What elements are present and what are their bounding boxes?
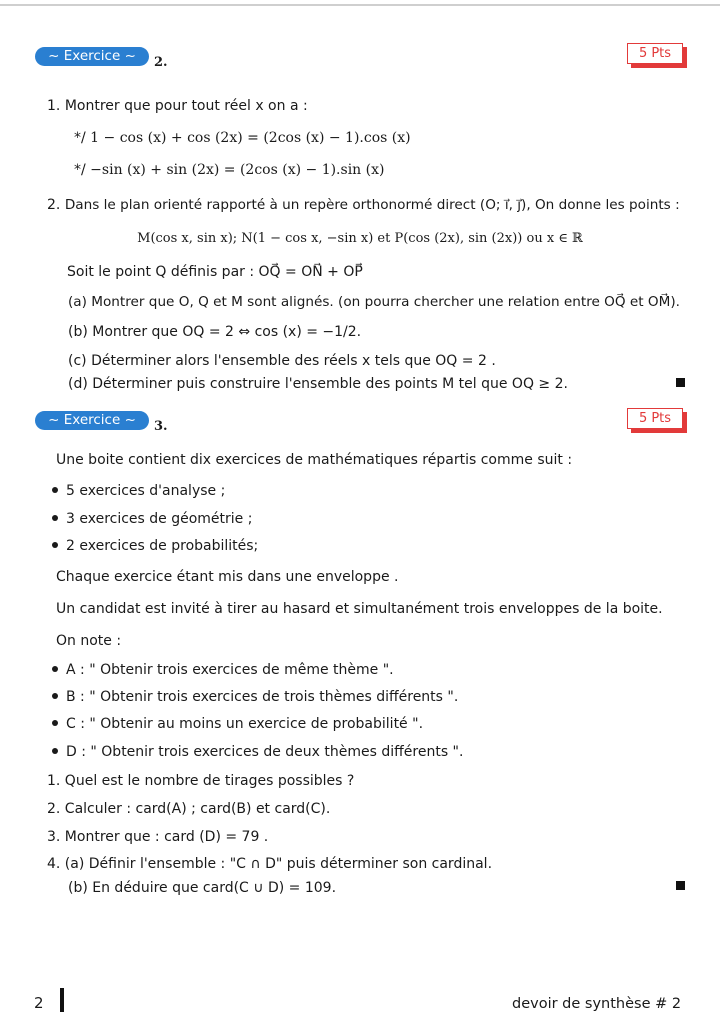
ex2-q1-eq1 xyxy=(74,128,411,148)
ex2-q2-d: (d) Déterminer puis construire l'ensemble des points M tel que OQ ≥ 2. xyxy=(68,376,568,392)
page-number: 2 xyxy=(34,994,44,1012)
ex3-event-text: A : " Obtenir trois exercices de même thème ". xyxy=(66,662,394,678)
footer-title: devoir de synthèse # 2 xyxy=(512,996,682,1012)
ex2-q2-c: (c) Déterminer alors l'ensemble des réels x tels que OQ = 2 . xyxy=(68,353,496,369)
ex2-q2-points-def: M(cos x, sin x); N(1 − cos x, −sin x) et P(cos (2x), sin (2x)) ou x ∈ ℝ xyxy=(137,231,583,246)
ex3-event-item xyxy=(52,660,394,680)
ex3-event-text: C : " Obtenir au moins un exercice de probabilité ". xyxy=(66,716,424,732)
ex2-q1-eq2 xyxy=(74,160,384,180)
exercise-2-points: 5 Pts xyxy=(627,43,683,64)
ex3-question: 1. Quel est le nombre de tirages possibles ? xyxy=(47,773,355,789)
ex2-q2-b: (b) Montrer que OQ = 2 ⇔ cos (x) = −1/2. xyxy=(68,324,362,340)
bullet-icon xyxy=(52,515,58,521)
ex2-q1 xyxy=(47,96,308,116)
end-square-ex2 xyxy=(676,378,685,387)
ex3-bullet-text: 3 exercices de géométrie ; xyxy=(66,511,253,527)
bullet-icon xyxy=(52,666,58,672)
ex2-q2-text: Dans le plan orienté rapporté à un repère orthonormé direct (O; i⃗, j⃗), On donne les points : xyxy=(64,197,680,213)
ex3-event-item xyxy=(52,742,463,762)
ex3-candidate: Un candidat est invité à tirer au hasard et simultanément trois enveloppes de la boite. xyxy=(56,601,663,617)
ex2-q1-eq2-prefix: */ xyxy=(74,162,86,178)
ex3-event-text: B : " Obtenir trois exercices de trois thèmes différents ". xyxy=(66,689,459,705)
ex3-question: 4. (a) Définir l'ensemble : "C ∩ D" puis déterminer son cardinal. xyxy=(47,856,493,872)
end-square-ex3 xyxy=(676,881,685,890)
ex3-question: 3. Montrer que : card (D) = 79 . xyxy=(47,829,269,845)
ex3-question: (b) En déduire que card(C ∪ D) = 109. xyxy=(68,880,337,896)
ex3-intro: Une boite contient dix exercices de mathématiques répartis comme suit : xyxy=(56,452,573,468)
ex3-event-text: D : " Obtenir trois exercices de deux thèmes différents ". xyxy=(66,744,464,760)
ex2-q2-num: 2. xyxy=(47,197,61,213)
ex3-bullet-item xyxy=(52,509,252,529)
bullet-icon xyxy=(52,720,58,726)
ex3-on-note: On note : xyxy=(56,633,122,649)
ex3-event-item xyxy=(52,687,458,707)
ex2-q1-eq1-prefix: */ xyxy=(74,130,86,146)
ex3-bullet-text: 5 exercices d'analyse ; xyxy=(66,483,226,499)
exercise-2-number: 2. xyxy=(154,55,168,70)
ex2-q1-text: Montrer que pour tout réel x on a : xyxy=(64,98,308,114)
ex2-q2-point-q: Soit le point Q définis par : OQ⃗ = ON⃗ + OP⃗ xyxy=(67,264,363,280)
bullet-icon xyxy=(52,542,58,548)
footer-bar xyxy=(60,988,64,1012)
exercise-2-badge: ~ Exercice ~ xyxy=(35,47,149,66)
exercise-3-number: 3. xyxy=(154,419,168,434)
top-rule xyxy=(0,4,720,6)
ex3-event-item xyxy=(52,714,423,734)
bullet-icon xyxy=(52,748,58,754)
ex3-bullet-text: 2 exercices de probabilités; xyxy=(66,538,259,554)
ex2-q2 xyxy=(47,195,680,215)
ex3-bullet-item xyxy=(52,481,225,501)
ex2-q1-eq1-formula: 1 − cos (x) + cos (2x) = (2cos (x) − 1).cos (x) xyxy=(90,130,411,146)
bullet-icon xyxy=(52,487,58,493)
ex3-bullet-item xyxy=(52,536,258,556)
ex2-q2-a: (a) Montrer que O, Q et M sont alignés. (on pourra chercher une relation entre OQ⃗ et OM⃗). xyxy=(68,294,680,310)
ex2-q1-num: 1. xyxy=(47,98,61,114)
ex3-envelope: Chaque exercice étant mis dans une enveloppe . xyxy=(56,569,399,585)
exercise-3-points: 5 Pts xyxy=(627,408,683,429)
bullet-icon xyxy=(52,693,58,699)
exercise-3-badge: ~ Exercice ~ xyxy=(35,411,149,430)
ex2-q1-eq2-formula: −sin (x) + sin (2x) = (2cos (x) − 1).sin (x) xyxy=(90,162,385,178)
ex3-question: 2. Calculer : card(A) ; card(B) et card(C). xyxy=(47,801,331,817)
